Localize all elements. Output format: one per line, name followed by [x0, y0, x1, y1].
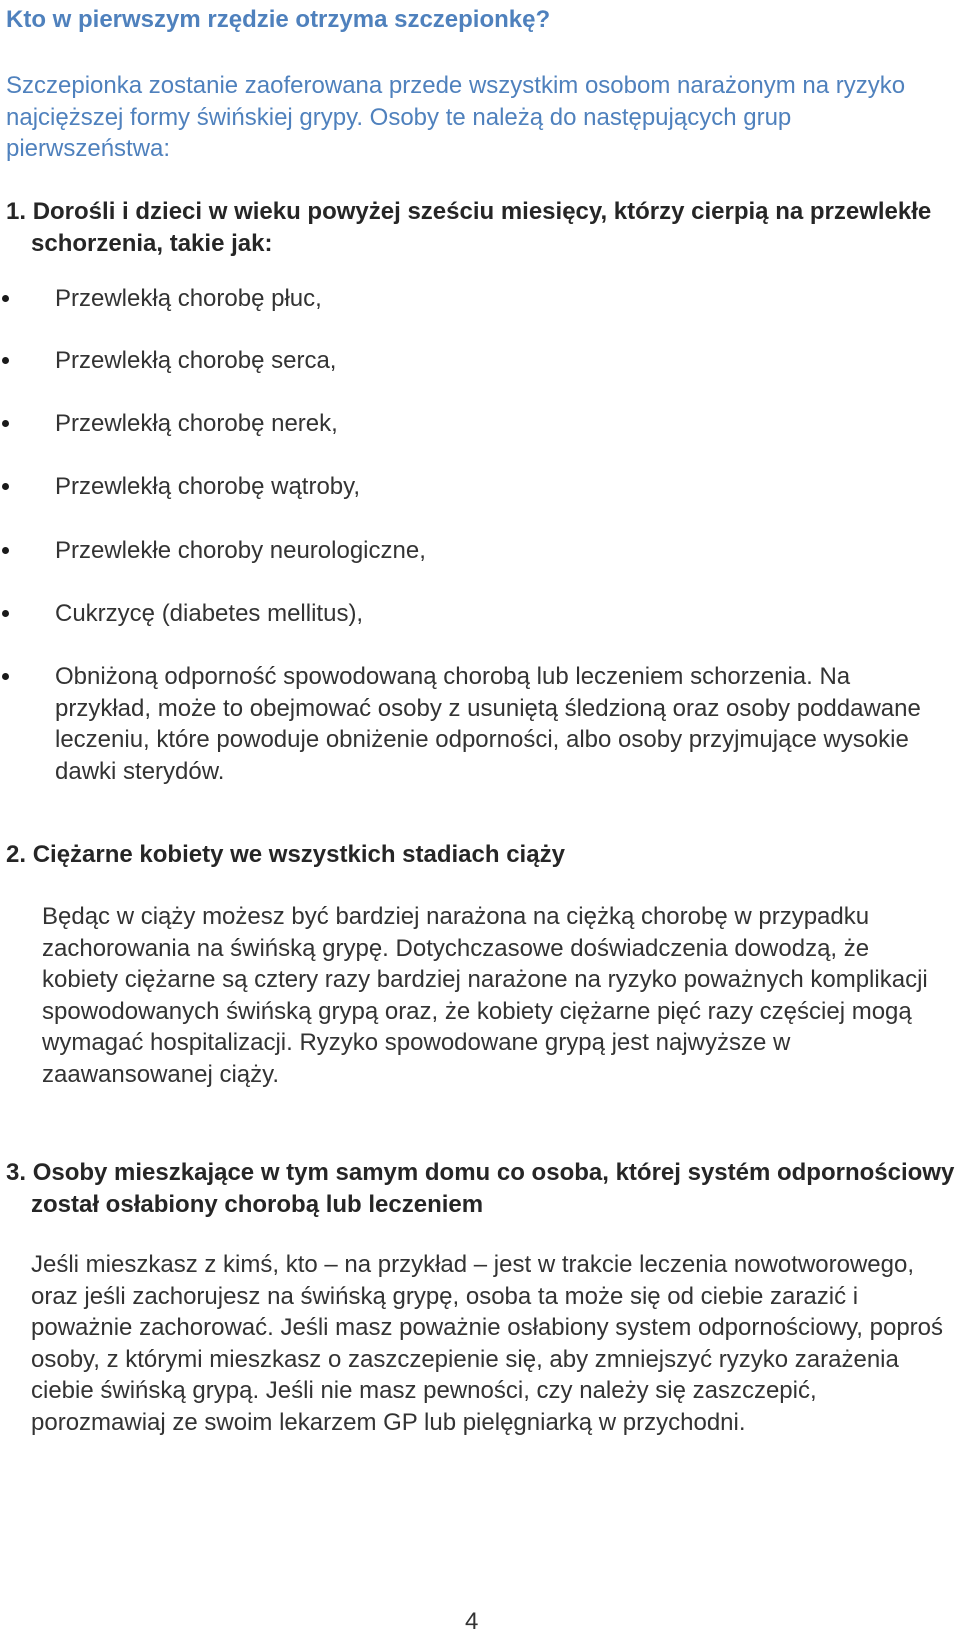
- bullet-icon: [2, 420, 9, 427]
- section-1-number: 1.: [6, 198, 27, 225]
- list-item-text: Przewlekłą chorobę serca,: [55, 347, 337, 374]
- section-1-heading: [6, 196, 960, 259]
- bullet-icon: [2, 673, 9, 680]
- section-3-number: 3.: [6, 1159, 27, 1186]
- list-item-text: Obniżoną odporność spowodowaną chorobą lub leczeniem schorzenia. Na przykład, może to obejmować osoby z usuniętą śledzioną oraz osoby poddawane leczeniu, które powoduje obniżenie odporności, albo osoby przyjmujące wysokie dawki sterydów.: [55, 663, 921, 785]
- bullet-icon: [2, 547, 9, 554]
- list-item-text: Przewlekłą chorobę płuc,: [55, 285, 322, 312]
- bullet-icon: [2, 610, 9, 617]
- list-item-text: Przewlekłą chorobę wątroby,: [55, 473, 361, 500]
- section-3-heading-text: Osoby mieszkające w tym samym domu co osoba, której systém odpornościowy został osłabiony chorobą lub leczeniem: [31, 1159, 955, 1218]
- bullet-icon: [2, 295, 9, 302]
- section-2-heading-text: Ciężarne kobiety we wszystkich stadiach ciąży: [32, 841, 565, 868]
- section-2-number: 2.: [6, 841, 27, 868]
- list-item-text: Przewlekłe choroby neurologiczne,: [55, 537, 426, 564]
- section-3-body: Jeśli mieszkasz z kimś, kto – na przykład – jest w trakcie leczenia nowotworowego, oraz jeśli zachorujesz na świńską grypę, osoba ta może się od ciebie zarazić i poważnie zachorować. Jeśli masz poważnie osłabiony system odpornościowy, poproś osoby, z którymi mieszkasz o zaszczepienie się, aby zmniejszyć ryzyko zarażenia ciebie świńską grypą. Jeśli nie masz pewności, czy należy się zaszczepić, porozmawiaj ze swoim lekarzem GP lub pielęgniarką w przychodni.: [31, 1251, 943, 1436]
- page-number: 4: [465, 1608, 479, 1635]
- section-2-heading: [6, 839, 946, 871]
- intro-paragraph: Szczepionka zostanie zaoferowana przede wszystkim osobom narażonym na ryzyko najcięższej formy świńskiej grypy. Osoby te należą do następujących grup pierwszeństwa:: [6, 72, 906, 162]
- list-item-text: Cukrzycę (diabetes mellitus),: [55, 600, 364, 627]
- page-title: Kto w pierwszym rzędzie otrzyma szczepionkę?: [6, 6, 551, 33]
- section-1-heading-text: Dorośli i dzieci w wieku powyżej sześciu miesięcy, którzy cierpią na przewlekłe schorzenia, takie jak:: [31, 198, 932, 257]
- bullet-icon: [2, 483, 9, 490]
- list-item-text: Przewlekłą chorobę nerek,: [55, 410, 338, 437]
- section-2-body: Będąc w ciąży możesz być bardziej narażona na ciężką chorobę w przypadku zachorowania na świńską grypę. Dotychczasowe doświadczenia dowodzą, że kobiety ciężarne są cztery razy bardziej narażone na ryzyko poważnych komplikacji spowodowanych świńską grypą oraz, że kobiety ciężarne pięć razy częściej mogą wymagać hospitalizacji. Ryzyko spowodowane grypą jest najwyższe w zaawansowanej ciąży.: [42, 903, 928, 1088]
- section-3-heading: [6, 1157, 960, 1220]
- bullet-icon: [2, 357, 9, 364]
